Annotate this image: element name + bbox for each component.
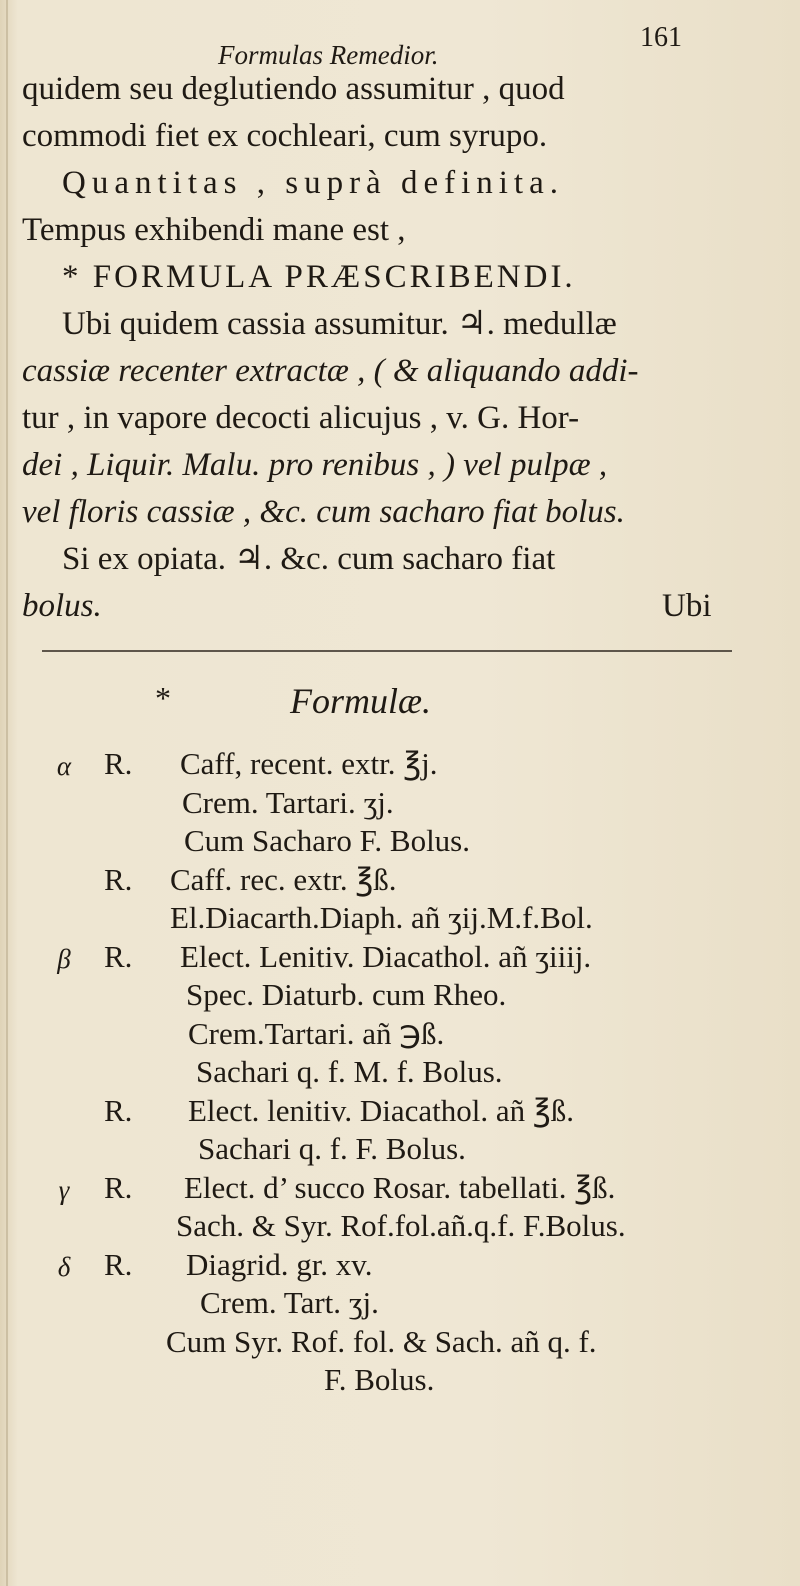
catchword: Ubi	[662, 588, 712, 624]
recipe-line	[0, 784, 800, 823]
recipe-symbol: R.	[104, 938, 133, 974]
recipe-line	[0, 822, 800, 861]
recipe-marker: α	[56, 751, 72, 781]
text-line: cassiæ recenter extractæ , ( & aliquando addi-	[22, 353, 639, 389]
recipe-marker: γ	[58, 1174, 70, 1205]
recipe-symbol: R.	[104, 861, 133, 897]
recipe-line	[0, 1246, 800, 1285]
text-line: bolus.	[22, 588, 102, 624]
recipe-text: Cum Syr. Rof. fol. & Sach. añ q. f.	[166, 1323, 597, 1359]
recipe-text: Elect. Lenitiv. Diacathol. añ ʒiiij.	[180, 938, 592, 974]
recipe-line	[0, 1284, 800, 1323]
recipe-line	[0, 938, 800, 977]
recipe-text: Elect. lenitiv. Diacathol. añ ℥ß.	[188, 1092, 575, 1128]
text-line: Si ex opiata. ♃. &c. cum sacharo fiat	[62, 541, 556, 577]
recipe-list	[0, 745, 800, 1400]
recipe-line	[0, 976, 800, 1015]
recipe-text: Crem. Tart. ʒj.	[200, 1285, 379, 1320]
asterisk-mark: *	[155, 680, 171, 716]
recipe-symbol: R.	[104, 1246, 133, 1282]
horizontal-rule	[42, 650, 732, 652]
recipe-line	[0, 1130, 800, 1169]
last-line-row	[22, 583, 742, 630]
recipe-text: Caff. rec. extr. ℥ß.	[170, 861, 397, 897]
recipe-line	[0, 1015, 800, 1054]
recipe-line	[0, 745, 800, 784]
recipe-marker: β	[57, 943, 71, 974]
recipe-line	[0, 1092, 800, 1131]
recipe-line	[0, 899, 800, 938]
recipe-line	[0, 1053, 800, 1092]
recipe-text: Crem.Tartari. añ ℈ß.	[188, 1015, 445, 1051]
running-title: Formulas Remedior.	[218, 40, 439, 70]
text-line: Ubi quidem cassia assumitur. ♃. medullæ	[62, 306, 617, 342]
text-line: commodi fiet ex cochleari, cum syrupo.	[22, 118, 548, 154]
text-line: * FORMULA PRÆSCRIBENDI.	[62, 259, 576, 295]
recipe-text: Sachari q. f. F. Bolus.	[198, 1131, 466, 1166]
recipe-line	[0, 1207, 800, 1246]
recipe-line	[0, 1361, 800, 1400]
page-header	[0, 22, 800, 72]
body-text	[22, 66, 742, 630]
text-line: tur , in vapore decocti alicujus , v. G. Hor-	[22, 400, 580, 436]
recipe-marker: δ	[57, 1251, 71, 1282]
recipe-line	[0, 1323, 800, 1362]
recipe-text: El.Diacarth.Diaph. añ ʒij.M.f.Bol.	[170, 900, 593, 935]
recipe-text: F. Bolus.	[324, 1362, 435, 1397]
recipe-symbol: R.	[104, 746, 133, 781]
text-line: quidem seu deglutiendo assumitur , quod	[22, 71, 565, 107]
formulae-title: Formulæ.	[290, 681, 432, 721]
text-line: vel floris cassiæ , &c. cum sacharo fiat bolus.	[22, 494, 625, 530]
formulae-heading	[0, 680, 800, 730]
recipe-text: Cum Sacharo F. Bolus.	[184, 823, 470, 858]
text-line: Tempus exhibendi mane est ,	[22, 212, 406, 248]
recipe-text: Elect. d’ succo Rosar. tabellati. ℥ß.	[184, 1169, 616, 1205]
recipe-symbol: R.	[104, 1169, 133, 1205]
recipe-text: Diagrid. gr. xv.	[186, 1246, 373, 1282]
page-number: 161	[640, 22, 682, 53]
recipe-text: Crem. Tartari. ʒj.	[182, 784, 394, 820]
recipe-text: Sach. & Syr. Rof.fol.añ.q.f. F.Bolus.	[176, 1208, 626, 1243]
recipe-line	[0, 861, 800, 900]
recipe-text: Sachari q. f. M. f. Bolus.	[196, 1054, 503, 1089]
recipe-text: Caff, recent. extr. ℥j.	[180, 746, 438, 781]
text-line: Quantitas , suprà definita.	[62, 165, 564, 201]
recipe-line	[0, 1169, 800, 1208]
recipe-symbol: R.	[104, 1092, 133, 1128]
recipe-text: Spec. Diaturb. cum Rheo.	[186, 977, 507, 1012]
text-line: dei , Liquir. Malu. pro renibus , ) vel pulpæ ,	[22, 447, 608, 483]
